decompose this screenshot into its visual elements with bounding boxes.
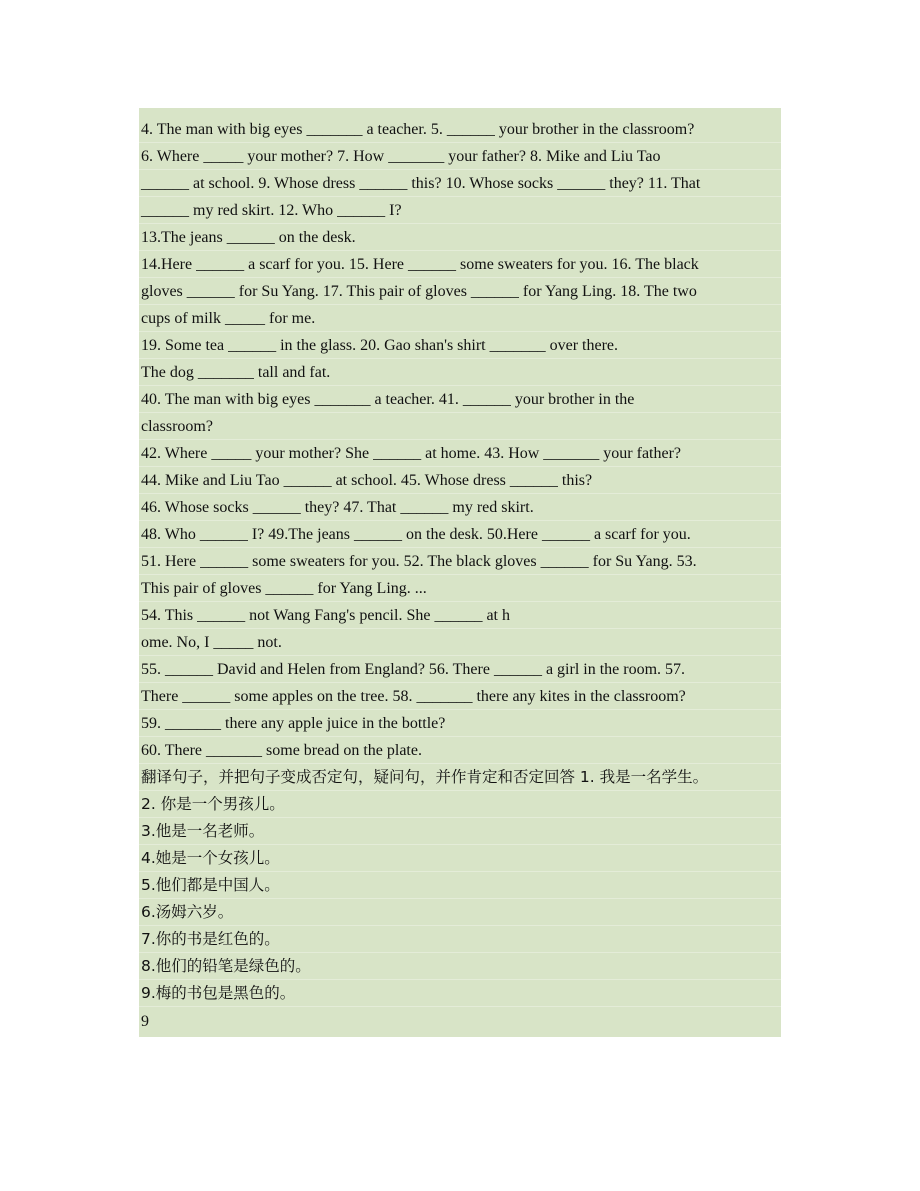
translation-instructions: 翻译句子，并把句子变成否定句，疑问句，并作肯定和否定回答 1. 我是一名学生。 bbox=[139, 764, 781, 791]
exercise-line: 46. Whose socks ______ they? 47. That ______ my red skirt. bbox=[139, 494, 781, 521]
exercise-line: ______ at school. 9. Whose dress ______ this? 10. Whose socks ______ they? 11. That bbox=[139, 170, 781, 197]
exercise-line: 6. Where _____ your mother? 7. How _______ your father? 8. Mike and Liu Tao bbox=[139, 143, 781, 170]
translation-line: 7.你的书是红色的。 bbox=[139, 926, 781, 953]
exercise-line: The dog _______ tall and fat. bbox=[139, 359, 781, 386]
exercise-line: 4. The man with big eyes _______ a teacher. 5. ______ your brother in the classroom? bbox=[139, 116, 781, 143]
exercise-line: ______ my red skirt. 12. Who ______ I? bbox=[139, 197, 781, 224]
translation-line: 3.他是一名老师。 bbox=[139, 818, 781, 845]
exercise-line: ome. No, I _____ not. bbox=[139, 629, 781, 656]
exercise-line: 14.Here ______ a scarf for you. 15. Here ______ some sweaters for you. 16. The black bbox=[139, 251, 781, 278]
exercise-line: 55. ______ David and Helen from England? 56. There ______ a girl in the room. 57. bbox=[139, 656, 781, 683]
exercise-line: 13.The jeans ______ on the desk. bbox=[139, 224, 781, 251]
worksheet-panel bbox=[139, 108, 781, 1037]
exercise-line: 19. Some tea ______ in the glass. 20. Gao shan's shirt _______ over there. bbox=[139, 332, 781, 359]
exercise-line: There ______ some apples on the tree. 58. _______ there any kites in the classroom? bbox=[139, 683, 781, 710]
exercise-line: 42. Where _____ your mother? She ______ at home. 43. How _______ your father? bbox=[139, 440, 781, 467]
exercise-line: 59. _______ there any apple juice in the bottle? bbox=[139, 710, 781, 737]
exercise-line: 48. Who ______ I? 49.The jeans ______ on the desk. 50.Here ______ a scarf for you. bbox=[139, 521, 781, 548]
translation-line: 6.汤姆六岁。 bbox=[139, 899, 781, 926]
exercise-line: This pair of gloves ______ for Yang Ling. ... bbox=[139, 575, 781, 602]
exercise-line: 44. Mike and Liu Tao ______ at school. 45. Whose dress ______ this? bbox=[139, 467, 781, 494]
translation-line: 8.他们的铅笔是绿色的。 bbox=[139, 953, 781, 980]
exercise-line: 54. This ______ not Wang Fang's pencil. She ______ at h bbox=[139, 602, 781, 629]
translation-line: 2. 你是一个男孩儿。 bbox=[139, 791, 781, 818]
exercise-line: cups of milk _____ for me. bbox=[139, 305, 781, 332]
translation-line: 9.梅的书包是黑色的。 bbox=[139, 980, 781, 1007]
exercise-line: gloves ______ for Su Yang. 17. This pair of gloves ______ for Yang Ling. 18. The two bbox=[139, 278, 781, 305]
exercise-line: 60. There _______ some bread on the plate. bbox=[139, 737, 781, 764]
exercise-line: classroom? bbox=[139, 413, 781, 440]
exercise-line: 40. The man with big eyes _______ a teacher. 41. ______ your brother in the bbox=[139, 386, 781, 413]
translation-line: 4.她是一个女孩儿。 bbox=[139, 845, 781, 872]
page-number: 9 bbox=[141, 1013, 149, 1030]
translation-line: 5.他们都是中国人。 bbox=[139, 872, 781, 899]
exercise-line: 51. Here ______ some sweaters for you. 52. The black gloves ______ for Su Yang. 53. bbox=[139, 548, 781, 575]
